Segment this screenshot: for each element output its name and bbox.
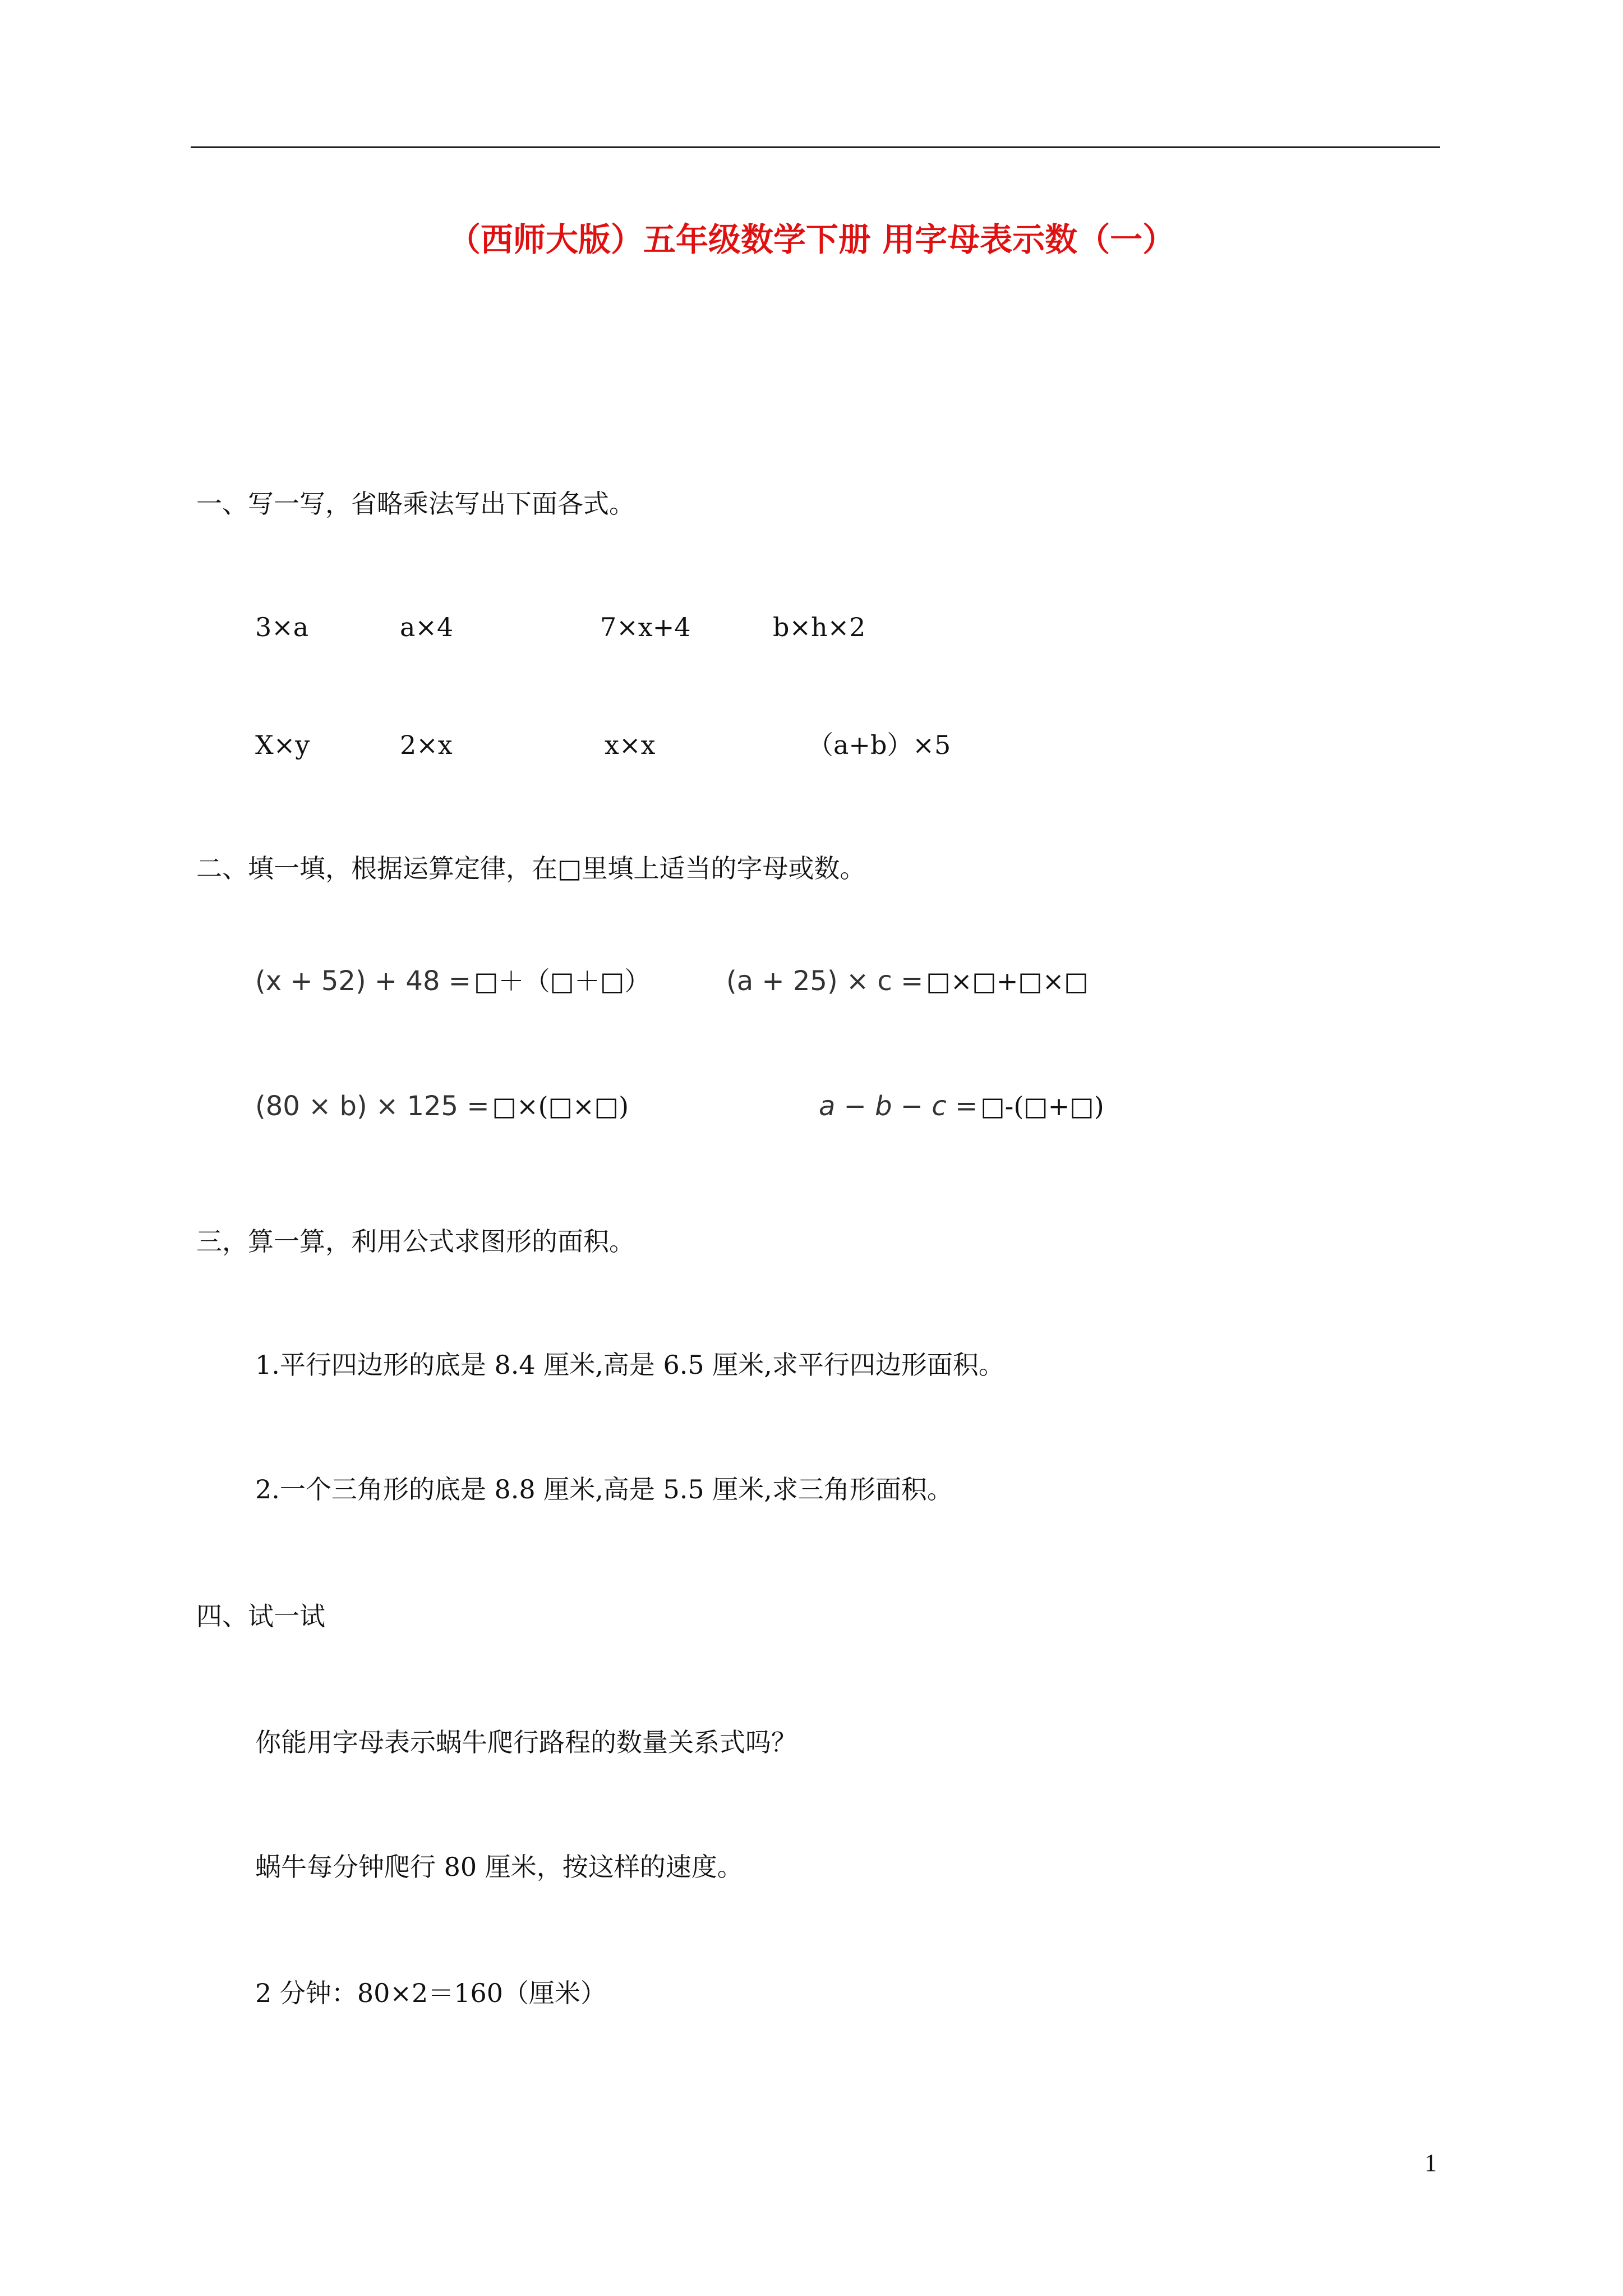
formula-2-rhs: □×□+□×□ bbox=[926, 966, 1089, 996]
expr-1-4: b×h×2 bbox=[773, 612, 866, 642]
page-title: （西师大版）五年级数学下册 用字母表示数（一） bbox=[448, 220, 1175, 259]
section3-heading: 三，算一算，利用公式求图形的面积。 bbox=[196, 1226, 635, 1257]
expr-1-2: a×4 bbox=[400, 612, 454, 642]
section1-heading: 一、写一写，省略乘法写出下面各式。 bbox=[196, 489, 635, 519]
formula-4-lhs: a − b − c = bbox=[819, 1091, 978, 1122]
formula-3-rhs: □×(□×□) bbox=[492, 1091, 629, 1121]
formula-4-rhs: □-(□+□) bbox=[980, 1091, 1104, 1121]
formula-3 bbox=[255, 1093, 629, 1120]
question-2: 2.一个三角形的底是 8.8 厘米,高是 5.5 厘米,求三角形面积。 bbox=[255, 1474, 953, 1504]
expr-1-1: 3×a bbox=[255, 612, 309, 642]
section4-line-1: 你能用字母表示蜗牛爬行路程的数量关系式吗？ bbox=[255, 1727, 797, 1757]
expr-2-1: X×y bbox=[255, 730, 310, 760]
page-number: 1 bbox=[1424, 2149, 1437, 2177]
formula-1-rhs: □＋（□＋□） bbox=[474, 966, 651, 996]
formula-2-lhs: (a + 25) × c = bbox=[726, 965, 924, 997]
section4-line-3: 2 分钟：80×2＝160（厘米） bbox=[255, 1978, 607, 2008]
section4-heading: 四、试一试 bbox=[196, 1601, 325, 1631]
formula-2 bbox=[726, 965, 1089, 997]
section2-heading: 二、填一填，根据运算定律，在□里填上适当的字母或数。 bbox=[196, 853, 866, 884]
expr-2-2: 2×x bbox=[400, 730, 453, 760]
header-rule bbox=[191, 146, 1440, 148]
expr-2-3: x×x bbox=[605, 730, 656, 760]
formula-4 bbox=[819, 1093, 1104, 1120]
formula-3-lhs: (80 × b) × 125 = bbox=[255, 1091, 490, 1122]
formula-1-lhs: (x + 52) + 48 = bbox=[255, 965, 471, 997]
question-1: 1.平行四边形的底是 8.4 厘米,高是 6.5 厘米,求平行四边形面积。 bbox=[255, 1350, 1004, 1380]
expr-2-4: （a+b）×5 bbox=[808, 730, 951, 760]
expr-1-3: 7×x+4 bbox=[600, 612, 691, 642]
section4-line-2: 蜗牛每分钟爬行 80 厘米，按这样的速度。 bbox=[255, 1852, 743, 1882]
formula-1 bbox=[255, 965, 651, 997]
